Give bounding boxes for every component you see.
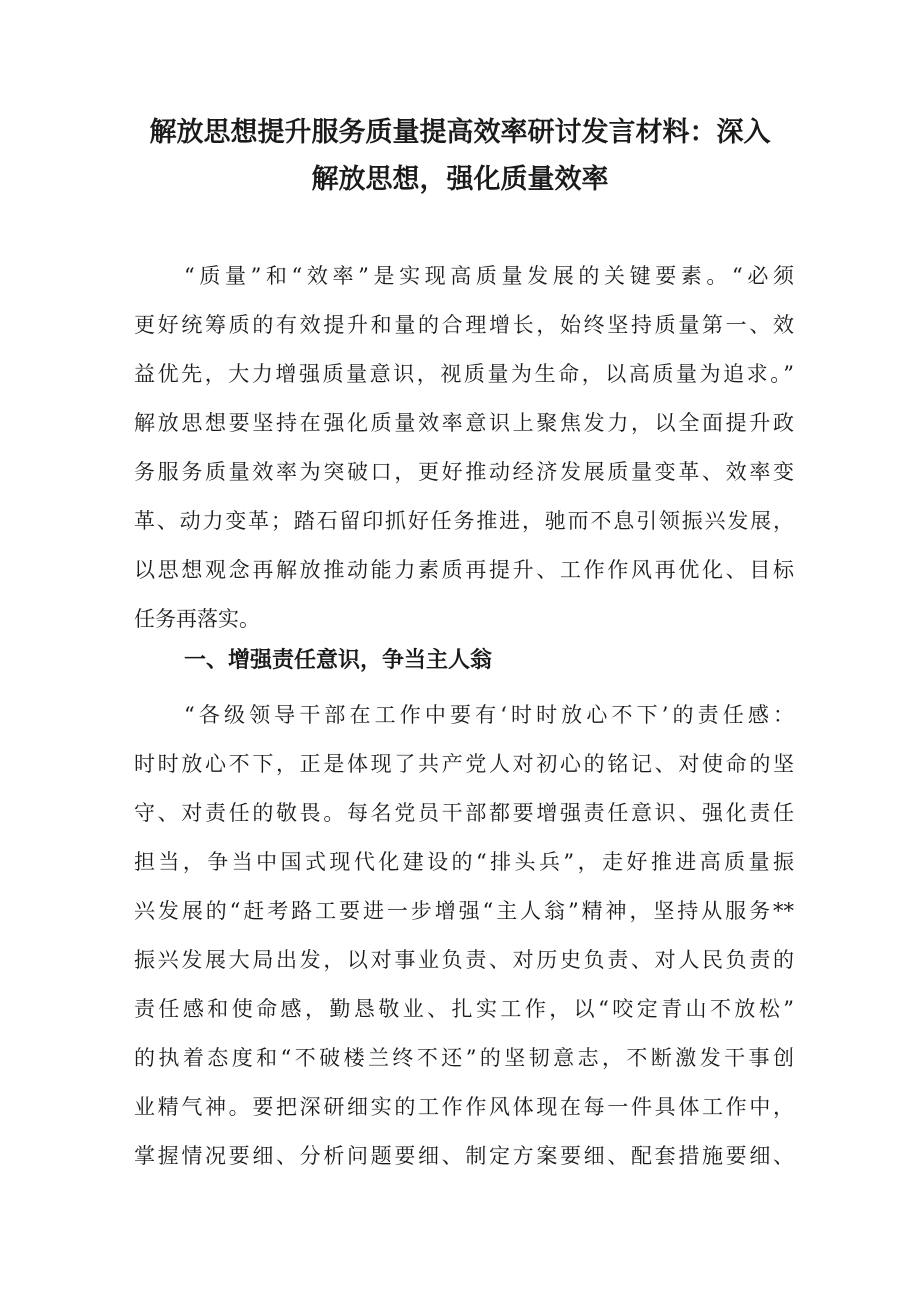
section-1-line: “各级领导干部在工作中要有‘时时放心不下’的责任感： <box>184 703 794 727</box>
paragraph-1-line: 革、动力变革；踏石留印抓好任务推进，驰而不息引领振兴发展， <box>134 509 794 533</box>
section-1-line: 业精气神。要把深研细实的工作作风体现在每一件具体工作中， <box>134 1095 794 1119</box>
paragraph-1-line: 解放思想要坚持在强化质量效率意识上聚焦发力，以全面提升政 <box>134 411 794 435</box>
paragraph-1-line: 益优先，大力增强质量意识，视质量为生命，以高质量为追求。” <box>134 362 794 386</box>
paragraph-1-line: 任务再落实。 <box>134 607 260 631</box>
section-1-line: 时时放心不下，正是体现了共产党人对初心的铭记、对使命的坚 <box>134 752 794 776</box>
paragraph-1-line: 务服务质量效率为突破口，更好推动经济发展质量变革、效率变 <box>134 460 794 484</box>
document-title-line-1: 解放思想提升服务质量提高效率研讨发言材料：深入 <box>149 117 771 148</box>
section-1-line: 守、对责任的敬畏。每名党员干部都要增强责任意识、强化责任 <box>134 801 794 825</box>
section-1-line: 兴发展的“赶考路工要进一步增强“主人翁”精神，坚持从服务** <box>134 899 794 923</box>
section-1-line: 担当，争当中国式现代化建设的“排头兵”，走好推进高质量振 <box>134 850 794 874</box>
section-1-line: 掌握情况要细、分析问题要细、制定方案要细、配套措施要细、 <box>134 1144 794 1168</box>
section-1-line: 的执着态度和“不破楼兰终不还”的坚韧意志，不断激发干事创 <box>134 1046 794 1070</box>
section-1-heading: 一、增强责任意识，争当主人翁 <box>184 648 493 673</box>
paragraph-1-line: “质量”和“效率”是实现高质量发展的关键要素。“必须 <box>184 264 794 288</box>
paragraph-1-line: 更好统筹质的有效提升和量的合理增长，始终坚持质量第一、效 <box>134 313 794 337</box>
paragraph-1-line: 以思想观念再解放推动能力素质再提升、工作作风再优化、目标 <box>134 558 794 582</box>
section-1-line: 振兴发展大局出发，以对事业负责、对历史负责、对人民负责的 <box>134 948 794 972</box>
document-title-line-2: 解放思想，强化质量效率 <box>311 164 609 195</box>
section-1-line: 责任感和使命感，勤恳敬业、扎实工作，以“咬定青山不放松” <box>134 997 794 1021</box>
